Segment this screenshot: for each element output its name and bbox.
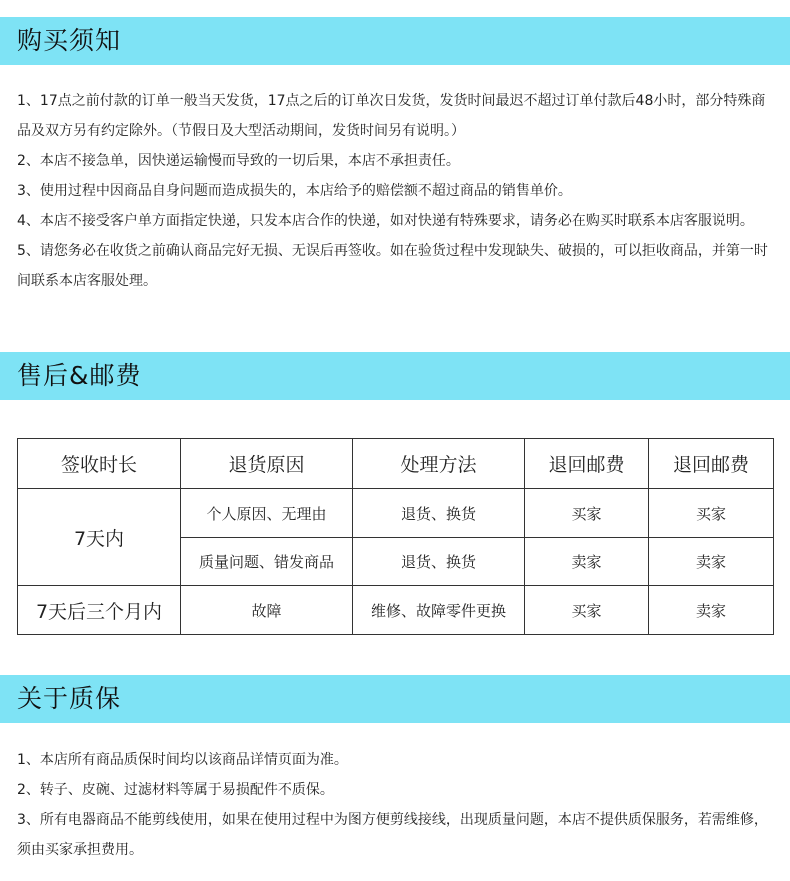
- cell-reason: 质量问题、错发商品: [181, 538, 353, 586]
- header-fee-1: 退回邮费: [525, 439, 649, 489]
- header-period: 签收时长: [18, 439, 181, 489]
- table-header-row: [18, 439, 774, 489]
- cell-reason: 个人原因、无理由: [181, 489, 353, 538]
- cell-fee-1: 卖家: [525, 538, 649, 586]
- notice-item-4: 4、本店不接受客户单方面指定快递，只发本店合作的快递，如对快递有特殊要求，请务必在购买时联系本店客服说明。: [17, 213, 754, 229]
- cell-method: 退货、换货: [353, 538, 525, 586]
- cell-period: 7天内: [18, 489, 181, 586]
- warranty-item-2: 2、转子、皮碗、过滤材料等属于易损配件不质保。: [17, 782, 334, 798]
- section-banner-aftersale: [0, 352, 790, 400]
- cell-method: 维修、故障零件更换: [353, 586, 525, 635]
- cell-fee-1: 买家: [525, 586, 649, 635]
- section-title-warranty: 关于质保: [17, 684, 122, 713]
- table-row: [18, 489, 774, 538]
- section-title-aftersale: 售后&邮费: [17, 361, 142, 390]
- table-row: [18, 586, 774, 635]
- header-reason: 退货原因: [181, 439, 353, 489]
- warranty-list: [17, 745, 779, 865]
- warranty-item-3: 3、所有电器商品不能剪线使用，如果在使用过程中为图方便剪线接线，出现质量问题，本店不提供质保服务，若需维修，须由买家承担费用。: [17, 812, 768, 858]
- section-banner-warranty: [0, 675, 790, 723]
- section-title-notice: 购买须知: [17, 26, 122, 55]
- cell-fee-2: 买家: [649, 489, 774, 538]
- notice-list: [17, 86, 779, 296]
- cell-fee-2: 卖家: [649, 586, 774, 635]
- notice-item-2: 2、本店不接急单，因快递运输慢而导致的一切后果，本店不承担责任。: [17, 153, 460, 169]
- header-fee-2: 退回邮费: [649, 439, 774, 489]
- notice-item-3: 3、使用过程中因商品自身问题而造成损失的，本店给予的赔偿额不超过商品的销售单价。: [17, 183, 572, 199]
- cell-method: 退货、换货: [353, 489, 525, 538]
- notice-item-1: 1、17点之前付款的订单一般当天发货，17点之后的订单次日发货，发货时间最迟不超过订单付款后48小时，部分特殊商品及双方另有约定除外。（节假日及大型活动期间，发货时间另有说明。）: [17, 93, 766, 139]
- warranty-item-1: 1、本店所有商品质保时间均以该商品详情页面为准。: [17, 752, 348, 768]
- aftersale-table: [17, 438, 774, 635]
- header-method: 处理方法: [353, 439, 525, 489]
- cell-reason: 故障: [181, 586, 353, 635]
- section-banner-notice: [0, 17, 790, 65]
- cell-fee-1: 买家: [525, 489, 649, 538]
- notice-item-5: 5、请您务必在收货之前确认商品完好无损、无误后再签收。如在验货过程中发现缺失、破损的，可以拒收商品，并第一时间联系本店客服处理。: [17, 243, 768, 289]
- cell-fee-2: 卖家: [649, 538, 774, 586]
- cell-period: 7天后三个月内: [18, 586, 181, 635]
